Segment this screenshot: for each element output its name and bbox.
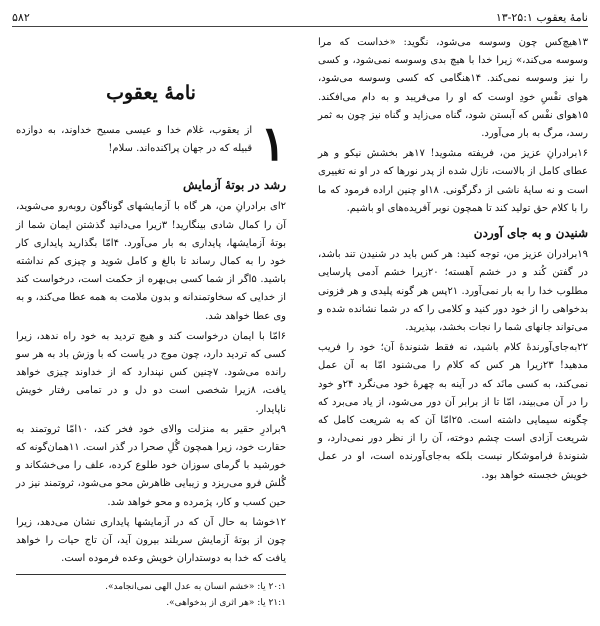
chapter-opening	[16, 116, 286, 173]
book-title: نامهٔ یعقوب	[106, 82, 196, 104]
section-heading: شنیدن و به جای آوردن	[473, 226, 588, 241]
chapter-number: ۱	[260, 116, 286, 173]
page-number: ۵۸۲	[12, 10, 30, 24]
page-header	[12, 8, 588, 27]
paragraph: ۲ای برادرانِ من، هر گاه با آزمایشهای گوناگون روبه‌رو می‌شوید، آن را کمال شادی بینگارید! ۳زیرا می‌دانید گذشتن ایمان شما از بوتهٔ آزمایشها، پایداری به بار می‌آورد. ۴امّا بگذارید پایداری کار خود را به کمال رساند تا بالغ و کامل شوید و چیزی کم نداشته باشید. ۵اگر از شما کسی بی‌بهره از حکمت است، درخواست کند از خدایی که سخاوتمندانه و بدون ملامت به همه عطا می‌کند، و به وی عطا خواهد شد.	[16, 201, 287, 322]
paragraph: ۱۲خوشا به حال آن که در آزمایشها پایداری نشان می‌دهد، زیرا چون از بوتهٔ آزمایش سربلند بیرون آید، آن تاج حیات را خواهد یافت که خدا به دوستداران خویش وعده فرموده است.	[16, 516, 286, 565]
section-heading: رشد در بوتهٔ آزمایش	[183, 178, 286, 193]
paragraph: ۱۹برادران عزیز من، توجه کنید: هر کس باید در شنیدن تند باشد، در گفتن کُند و در خشم آهسته؛ ۲۰زیرا خشم آدمی پارسایی مطلوب خدا را به بار نمی‌آورد. ۲۱پس هر گونه پلیدی و هر فزونی بدخواهی را از خود دور کنید و کلامی را که در شما نشانده شده و می‌تواند جانهای شما را نجات بخشد، بپذیرید.	[318, 249, 588, 334]
right-column	[318, 34, 588, 487]
footnote-divider	[16, 574, 286, 575]
greeting-text: از یعقوب، غلام خدا و عیسی مسیح خداوند، به دوازده قبیله که در جهان پراکنده‌اند. سلام!	[16, 125, 253, 155]
paragraph: ۲۲به‌جای‌آورندهٔ کلام باشید، نه فقط شنوندهٔ آن؛ خود را فریب مدهید! ۲۳زیرا هر کس که کلام را می‌شنود امّا به آن عمل نمی‌کند، به کسی مانَد که در آینه به چهرهٔ خود می‌نگرد ۲۴و خود را در آن می‌بیند، امّا تا از برابر آن دور می‌شود، از یاد می‌برد که چگونه سیمایی داشته است. ۲۵امّا آن که به شریعت کامل که شریعت آزادی است چشم دوخته، آن را از نظر دور نمی‌دارد، و شنوندهٔ فراموشکار نیست بلکه به‌جای‌آورنده است، او در عمل خویش خجسته خواهد بود.	[318, 342, 589, 481]
paragraph: ۱۶برادرانِ عزیز من، فریفته مشوید! ۱۷هر بخشش نیکو و هر عطای کامل از بالاست، نازل شده از پدر نورها که در او نه تغییری است و نه سایهٔ ناشی از دگرگونی. ۱۸او چنین اراده فرمود که ما را با کلام حق تولید کند تا همچون نوبر آفریده‌های او باشیم.	[318, 148, 588, 214]
footnote: ۲۱:۱ یا: «هر اثری از بدخواهی».	[166, 598, 286, 608]
left-column	[16, 34, 286, 570]
paragraph: ۱۳هیچ‌کس چون وسوسه می‌شود، نگوید: «خداست که مرا وسوسه می‌کند،» زیرا خدا با هیچ بدی وسوسه نمی‌شود، و کسی را نیز وسوسه نمی‌کند. ۱۴هنگامی که کسی وسوسه می‌شود، هوای نفْسِ خودِ اوست که او را می‌فریبد و به دام می‌افکند. ۱۵هوای نفْس که آبستن شود، گناه می‌زاید و گناه نیز چون به ثمر رسد، مرگ به بار می‌آورد.	[318, 37, 588, 140]
paragraph: ۹برادرِ حقیر به منزلت والای خود فخر کند، ۱۰امّا ثروتمند به حقارت خود، زیرا همچون گُلِ صحرا در گذر است. ۱۱همان‌گونه که خورشید با گرمای سوزان خود طلوع کرده، علف را می‌خشکاند و گُلش فرو می‌ریزد و زیبایی ظاهرش محو می‌شود، ثروتمند نیز در حین کسب و کار، پژمرده و محو خواهد شد.	[16, 423, 286, 508]
paragraph: ۶امّا با ایمان درخواست کند و هیچ تردید به خود راه ندهد، زیرا کسی که تردید دارد، چون موج در یاست که با وزش باد به هر سو رانده می‌شود. ۷چنین کس نپندارد که از خداوند چیزی خواهد یافت، ۸زیرا شخصی است دو دل و در تمامی رفتار خویش ناپایدار.	[16, 330, 286, 415]
footnote: ۲۰:۱ یا: «خشم انسان به عدل الهی نمی‌انجامد».	[105, 582, 286, 592]
running-header: نامهٔ یعقوب ۱:‏۱۳-۲۵	[495, 10, 588, 24]
